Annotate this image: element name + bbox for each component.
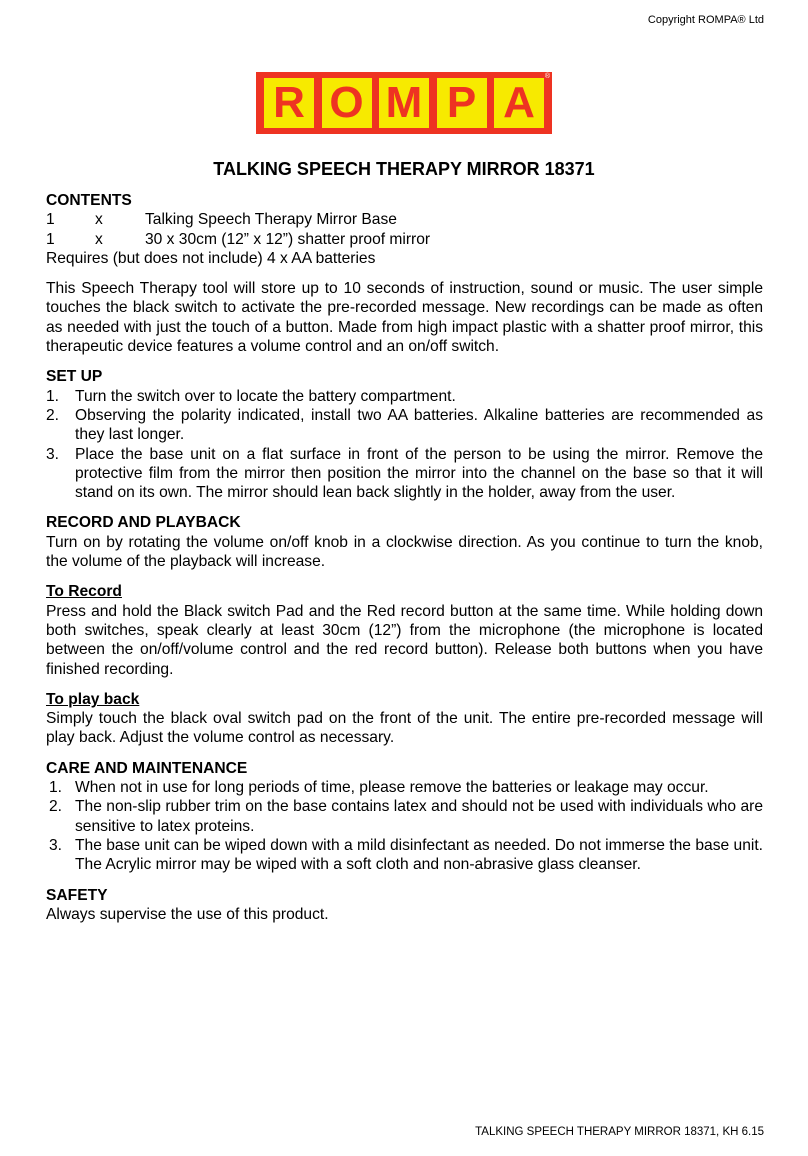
to-record-heading: To Record [46, 583, 122, 601]
step-number: 2. [46, 406, 60, 424]
safety-heading: SAFETY [46, 886, 108, 904]
step-text: Turn the switch over to locate the battery compartment. [75, 387, 456, 405]
contents-item [46, 230, 763, 249]
rompa-logo [256, 72, 552, 134]
contents-desc: 30 x 30cm (12” x 12”) shatter proof mirror [145, 230, 431, 248]
setup-step [46, 406, 763, 445]
contents-x: x [95, 230, 103, 248]
logo-tile: P [437, 78, 487, 128]
page-title: TALKING SPEECH THERAPY MIRROR 18371 [213, 159, 595, 179]
care-section [46, 759, 763, 875]
setup-section [46, 367, 763, 502]
safety-text: Always supervise the use of this product. [46, 905, 329, 923]
step-number: 1. [49, 779, 63, 797]
to-play-back-section [46, 690, 763, 748]
copyright-notice: Copyright ROMPA® Ltd [647, 14, 764, 26]
step-text: Observing the polarity indicated, install two AA batteries. Alkaline batteries are recommended as they last longer. [75, 406, 763, 444]
registered-mark: ® [544, 73, 550, 80]
record-playback-text: Turn on by rotating the volume on/off knob in a clockwise direction. As you continue to turn the knob, the volume of the playback will increase. [46, 533, 763, 571]
record-playback-heading: RECORD AND PLAYBACK [46, 514, 241, 532]
contents-section [46, 191, 763, 268]
intro-paragraph: This Speech Therapy tool will store up to 10 seconds of instruction, sound or music. The user simple touches the black switch to activate the pre-recorded message. New recordings can be made as often as needed with just the touch of a button. Made from high impact plastic with a shatter proof mirror, this therapeutic device features a volume control and an on/off switch. [46, 280, 763, 356]
logo-tile: O [322, 78, 372, 128]
page-footer: TALKING SPEECH THERAPY MIRROR 18371, KH 6.15 [475, 1126, 764, 1138]
document-body [46, 191, 763, 924]
to-play-back-heading: To play back [46, 690, 140, 708]
step-number: 3. [46, 445, 60, 463]
care-heading: CARE AND MAINTENANCE [46, 759, 248, 777]
setup-heading: SET UP [46, 368, 103, 386]
care-step [46, 778, 763, 797]
to-record-text: Press and hold the Black switch Pad and the Red record button at the same time. While holding down both switches, speak clearly at least 30cm (12”) from the microphone (the microphone is located between the on/off/volume control and the red record button). Release both buttons when you have finished recording. [46, 602, 763, 678]
step-text: Place the base unit on a flat surface in front of the person to be using the mirror. Remove the protective film from the mirror then position the mirror into the channel on the base so that it will stand on its own. The mirror should lean back slightly in the holder, away from the user. [75, 445, 763, 502]
setup-step [46, 445, 763, 503]
contents-note: Requires (but does not include) 4 x AA batteries [46, 249, 376, 267]
safety-section [46, 886, 763, 925]
logo-tile: R [264, 78, 314, 128]
logo-tile: A [494, 78, 544, 128]
contents-qty: 1 [46, 211, 55, 229]
step-number: 3. [49, 836, 63, 854]
setup-step [46, 387, 763, 406]
logo-tile: M [379, 78, 429, 128]
contents-item [46, 210, 763, 229]
step-text: The base unit can be wiped down with a mild disinfectant as needed. Do not immerse the base unit. The Acrylic mirror may be wiped with a soft cloth and non-abrasive glass cleanser. [75, 836, 763, 874]
to-record-section [46, 582, 763, 678]
contents-heading: CONTENTS [46, 192, 132, 209]
to-play-back-text: Simply touch the black oval switch pad on the front of the unit. The entire pre-recorded message will play back. Adjust the volume control as necessary. [46, 710, 763, 747]
step-text: When not in use for long periods of time, please remove the batteries or leakage may occur. [75, 779, 709, 797]
care-step [46, 836, 763, 875]
contents-qty: 1 [46, 230, 55, 248]
step-text: The non-slip rubber trim on the base contains latex and should not be used with individuals who are sensitive to latex proteins. [75, 798, 763, 835]
care-step [46, 797, 763, 836]
record-playback-section [46, 513, 763, 571]
step-number: 1. [46, 387, 60, 405]
step-number: 2. [49, 798, 63, 816]
contents-desc: Talking Speech Therapy Mirror Base [145, 211, 397, 229]
contents-x: x [95, 211, 103, 229]
